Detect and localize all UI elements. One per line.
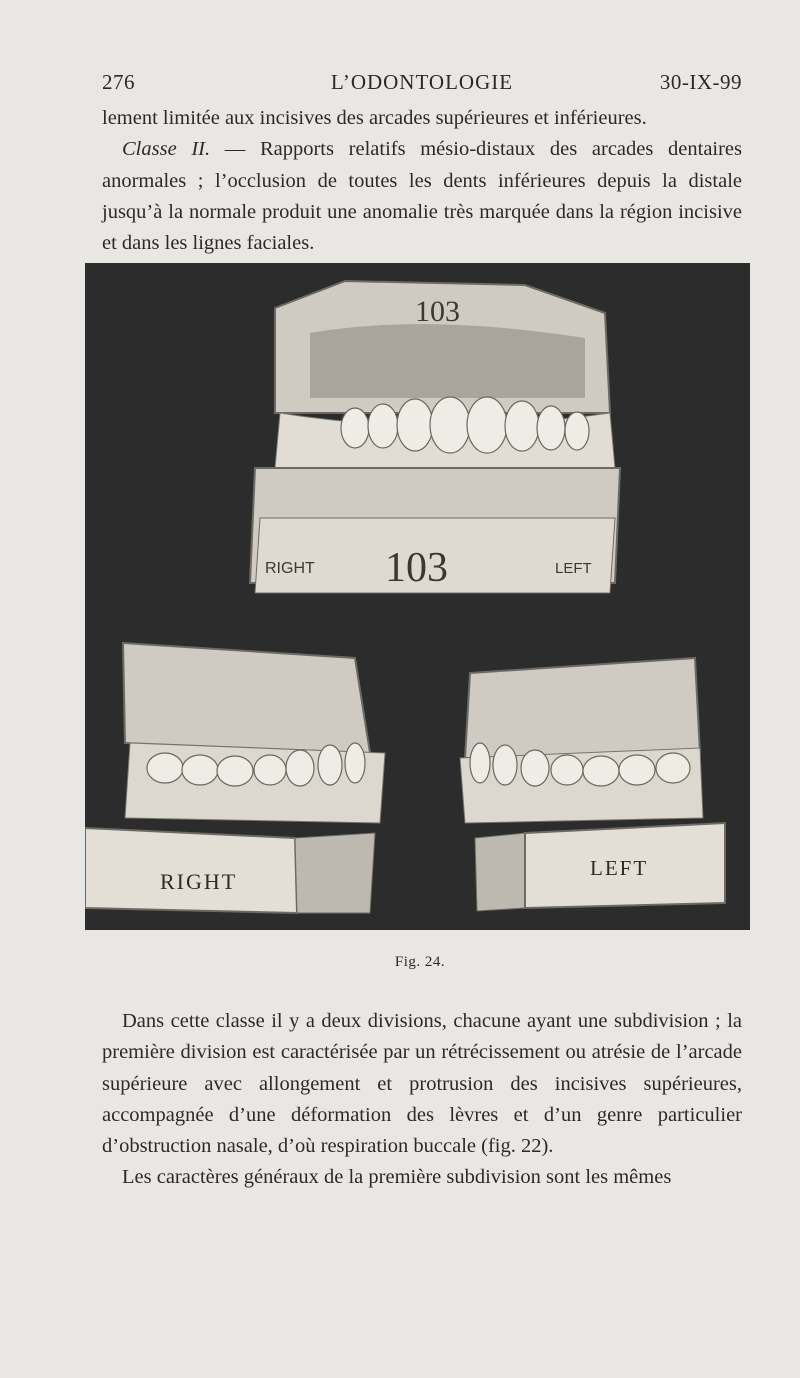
paragraph-continuation: lement limitée aux incisives des arcades supérieures et inférieures. xyxy=(102,107,647,129)
paragraph-classe-ii xyxy=(102,103,742,259)
left-cast-label: RIGHT xyxy=(160,869,238,894)
top-cast-right-label: RIGHT xyxy=(265,560,315,577)
class-description: — Rapports relatifs mésio-distaux des arcades dentaires anormales ; l’occlusion de toutes les dents inférieures depuis la distale jusqu’à la normale produit une anomalie très marquée dans la région incisive et dans les lignes faciales. xyxy=(102,138,743,255)
issue-date: 30-IX-99 xyxy=(659,70,742,94)
top-cast-left-label: LEFT xyxy=(555,560,592,577)
top-cast-upper-number: 103 xyxy=(415,295,460,328)
top-cast-lower-number: 103 xyxy=(385,545,448,591)
figure-caption: Fig. 24. xyxy=(394,954,446,970)
bottom-left-cast xyxy=(85,643,385,913)
dental-casts-illustration xyxy=(85,263,750,930)
paragraph-divisions xyxy=(102,1006,742,1194)
class-label: Classe II. xyxy=(122,138,211,161)
bottom-right-cast xyxy=(460,658,725,911)
right-cast-label: LEFT xyxy=(590,856,649,880)
running-head xyxy=(102,70,742,98)
page-number: 276 xyxy=(102,70,135,94)
divisions-text: Dans cette classe il y a deux divisions, chacune ayant une subdivision ; la première division est caractérisée par un rétrécissement ou atrésie de l’arcade supérieure avec allongement et protrusion des incisives supérieures, accompagnée d’une déformation des lèvres et d’un genre particulier d’obstruction nasale, d’où respiration buccale (fig. 22). xyxy=(102,1010,742,1158)
top-cast xyxy=(250,281,620,593)
journal-title: L’ODONTOLOGIE xyxy=(330,70,514,94)
next-line-text: Les caractères généraux de la première subdivision sont les mêmes xyxy=(122,1166,672,1189)
figure-dental-casts xyxy=(85,263,750,930)
